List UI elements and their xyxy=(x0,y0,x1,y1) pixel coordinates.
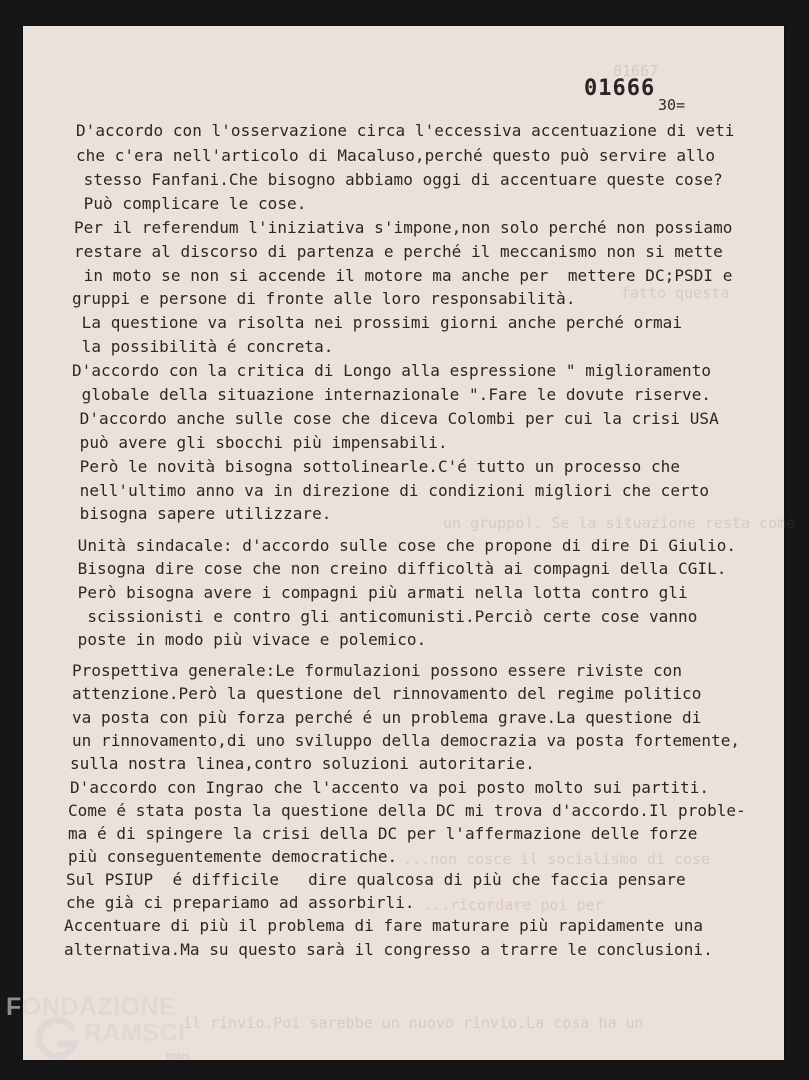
text-line: va posta con più forza perché é un problema grave.La questione di xyxy=(72,708,702,727)
gramsci-g-logo-icon xyxy=(34,1014,82,1062)
text-line: Accentuare di più il problema di fare maturare più rapidamente una xyxy=(64,916,704,935)
document-number: 01666 xyxy=(584,76,656,101)
text-line: D'accordo con la critica di Longo alla espressione " miglioramento xyxy=(72,361,712,380)
text-line: stesso Fanfani.Che bisogno abbiamo oggi di accentuare queste cose? xyxy=(74,170,723,189)
text-line: Però bisogna avere i compagni più armati nella lotta contro gli xyxy=(68,583,688,602)
text-line: Però le novità bisogna sottolinearle.C'é tutto un processo che xyxy=(70,457,681,476)
text-line: alternativa.Ma su questo sarà il congresso a trarre le conclusioni. xyxy=(64,940,713,959)
text-line: che c'era nell'articolo di Macaluso,perché questo può servire allo xyxy=(76,146,716,165)
text-line: D'accordo con l'osservazione circa l'eccessiva accentuazione di veti xyxy=(76,121,735,140)
text-line: D'accordo con Ingrao che l'accento va poi posto molto sui partiti. xyxy=(70,778,710,797)
text-line: globale della situazione internazionale ".Fare le dovute riserve. xyxy=(72,385,712,404)
text-line: attenzione.Però la questione del rinnovamento del regime politico xyxy=(72,684,702,703)
text-line: D'accordo anche sulle cose che diceva Colombi per cui la crisi USA xyxy=(70,409,719,428)
text-line: Può complicare le cose. xyxy=(74,194,307,213)
text-line: gruppi e persone di fronte alle loro responsabilità. xyxy=(72,289,576,308)
show-through-texture: 01667 xyxy=(613,62,659,80)
text-line: La questione va risolta nei prossimi giorni anche perché ormai xyxy=(72,313,683,332)
page-number-mark: 30= xyxy=(658,96,686,114)
text-line: nell'ultimo anno va in direzione di condizioni migliori che certo xyxy=(70,481,710,500)
text-line: sulla nostra linea,contro soluzioni autoritarie. xyxy=(70,754,535,773)
show-through-texture: un gruppo). Se la situazione resta come xyxy=(443,514,796,532)
text-line: Sul PSIUP é difficile dire qualcosa di più che faccia pensare xyxy=(66,870,686,889)
text-line: ma é di spingere la crisi della DC per l'affermazione delle forze xyxy=(68,824,698,843)
fondazione-gramsci-watermark xyxy=(6,993,216,1079)
text-line: Bisogna dire cose che non creino difficoltà ai compagni della CGIL. xyxy=(68,559,727,578)
watermark-fondazione-text: FONDAZIONE xyxy=(6,993,177,1021)
text-line: poste in modo più vivace e polemico. xyxy=(68,630,427,649)
show-through-texture: ...ricordare poi per xyxy=(423,896,604,914)
text-line: scissionisti e contro gli anticomunisti.Perciò certe cose vanno xyxy=(68,607,698,626)
text-line: la possibilità é concreta. xyxy=(72,337,334,356)
watermark-onlus-text: onlus xyxy=(166,1051,190,1062)
text-line: Unità sindacale: d'accordo sulle cose che propone di dire Di Giulio. xyxy=(68,536,737,555)
show-through-texture: ...non cosce il socialismo di cose xyxy=(403,850,711,868)
text-line: in moto se non si accende il motore ma anche per mettere DC;PSDI e xyxy=(74,266,733,285)
text-line: che già ci prepariamo ad assorbirli. xyxy=(66,893,415,912)
text-line: Prospettiva generale:Le formulazioni possono essere riviste con xyxy=(72,661,683,680)
text-line: più conseguentemente democratiche. xyxy=(68,847,398,866)
watermark-gramsci-text: RAMSCI xyxy=(84,1019,186,1047)
text-line: può avere gli sbocchi più impensabili. xyxy=(70,433,448,452)
text-line: Per il referendum l'iniziativa s'impone,non solo perché non possiamo xyxy=(74,218,733,237)
text-line: restare al discorso di partenza e perché il meccanismo non si mette xyxy=(74,242,723,261)
text-line: Come é stata posta la questione della DC mi trova d'accordo.Il proble- xyxy=(68,801,746,820)
text-line: bisogna sapere utilizzare. xyxy=(70,504,332,523)
text-line: un rinnovamento,di uno sviluppo della democrazia va posta fortemente, xyxy=(72,731,741,750)
show-through-texture: fatto questa xyxy=(621,284,730,302)
show-through-texture: il rinvio.Poi sarebbe un nuovo rinvio.La cosa ha un xyxy=(183,1014,644,1032)
